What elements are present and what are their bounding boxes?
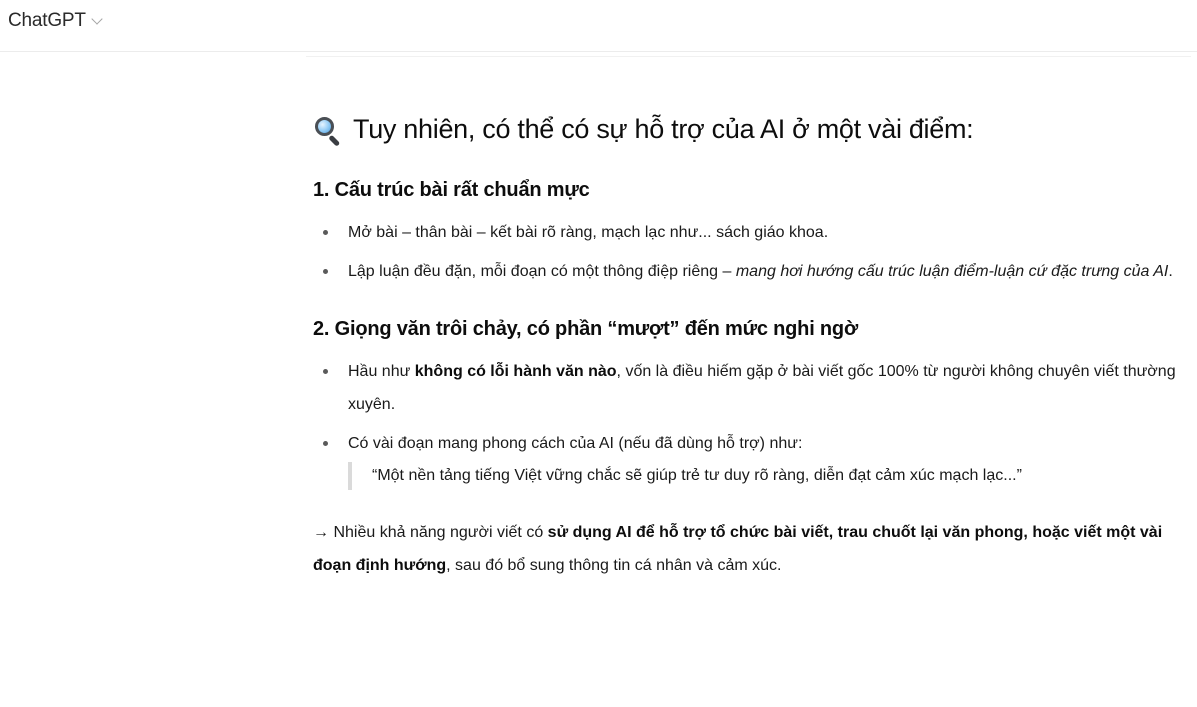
bold-text: sử dụng AI để hỗ trợ tổ chức bài viết, trau chuốt lại văn phong, hoặc viết một vài đoạn định hướng [313,524,1163,574]
bold-text: không có lỗi hành văn nào [414,363,617,380]
model-switcher-button[interactable] [8,10,101,32]
list-item: Lập luận đều đặn, mỗi đoạn có một thông điệp riêng – mang hơi hướng cấu trúc luận điểm-luận cứ đặc trưng của AI. [313,255,1183,288]
italic-text: mang hơi hướng cấu trúc luận điểm-luận cứ đặc trưng của AI [735,263,1169,280]
divider [306,56,1191,57]
top-bar [0,0,1197,52]
list-item: Hầu như không có lỗi hành văn nào, vốn là điều hiếm gặp ở bài viết gốc 100% từ người không chuyên viết thường xuyên. [313,355,1183,421]
message-heading [313,114,1183,145]
magnifying-glass-icon [313,115,343,145]
list-item: Có vài đoạn mang phong cách của AI (nếu đã dùng hỗ trợ) như: “Một nền tảng tiếng Việt vững chắc sẽ giúp trẻ tư duy rõ ràng, diễn đạt cảm xúc mạch lạc...” [313,427,1183,490]
heading-text: Tuy nhiên, có thể có sự hỗ trợ của AI ở một vài điểm: [353,114,974,144]
chevron-down-icon [91,13,102,24]
list-item: Mở bài – thân bài – kết bài rõ ràng, mạch lạc như... sách giáo khoa. [313,216,1183,249]
assistant-message [313,108,1183,582]
bullet-list-style [313,355,1183,490]
section-heading-structure: 1. Cấu trúc bài rất chuẩn mực [313,179,590,201]
model-name: ChatGPT [8,10,86,31]
section-heading-style: 2. Giọng văn trôi chảy, có phần “mượt” đến mức nghi ngờ [313,318,858,340]
blockquote: “Một nền tảng tiếng Việt vững chắc sẽ giúp trẻ tư duy rõ ràng, diễn đạt cảm xúc mạch lạc...” [348,462,1183,490]
conclusion-paragraph: → Nhiều khả năng người viết có sử dụng AI để hỗ trợ tổ chức bài viết, trau chuốt lại văn phong, hoặc viết một vài đoạn định hướng, sau đó bổ sung thông tin cá nhân và cảm xúc. [313,524,1163,574]
bullet-list-structure [313,216,1183,288]
